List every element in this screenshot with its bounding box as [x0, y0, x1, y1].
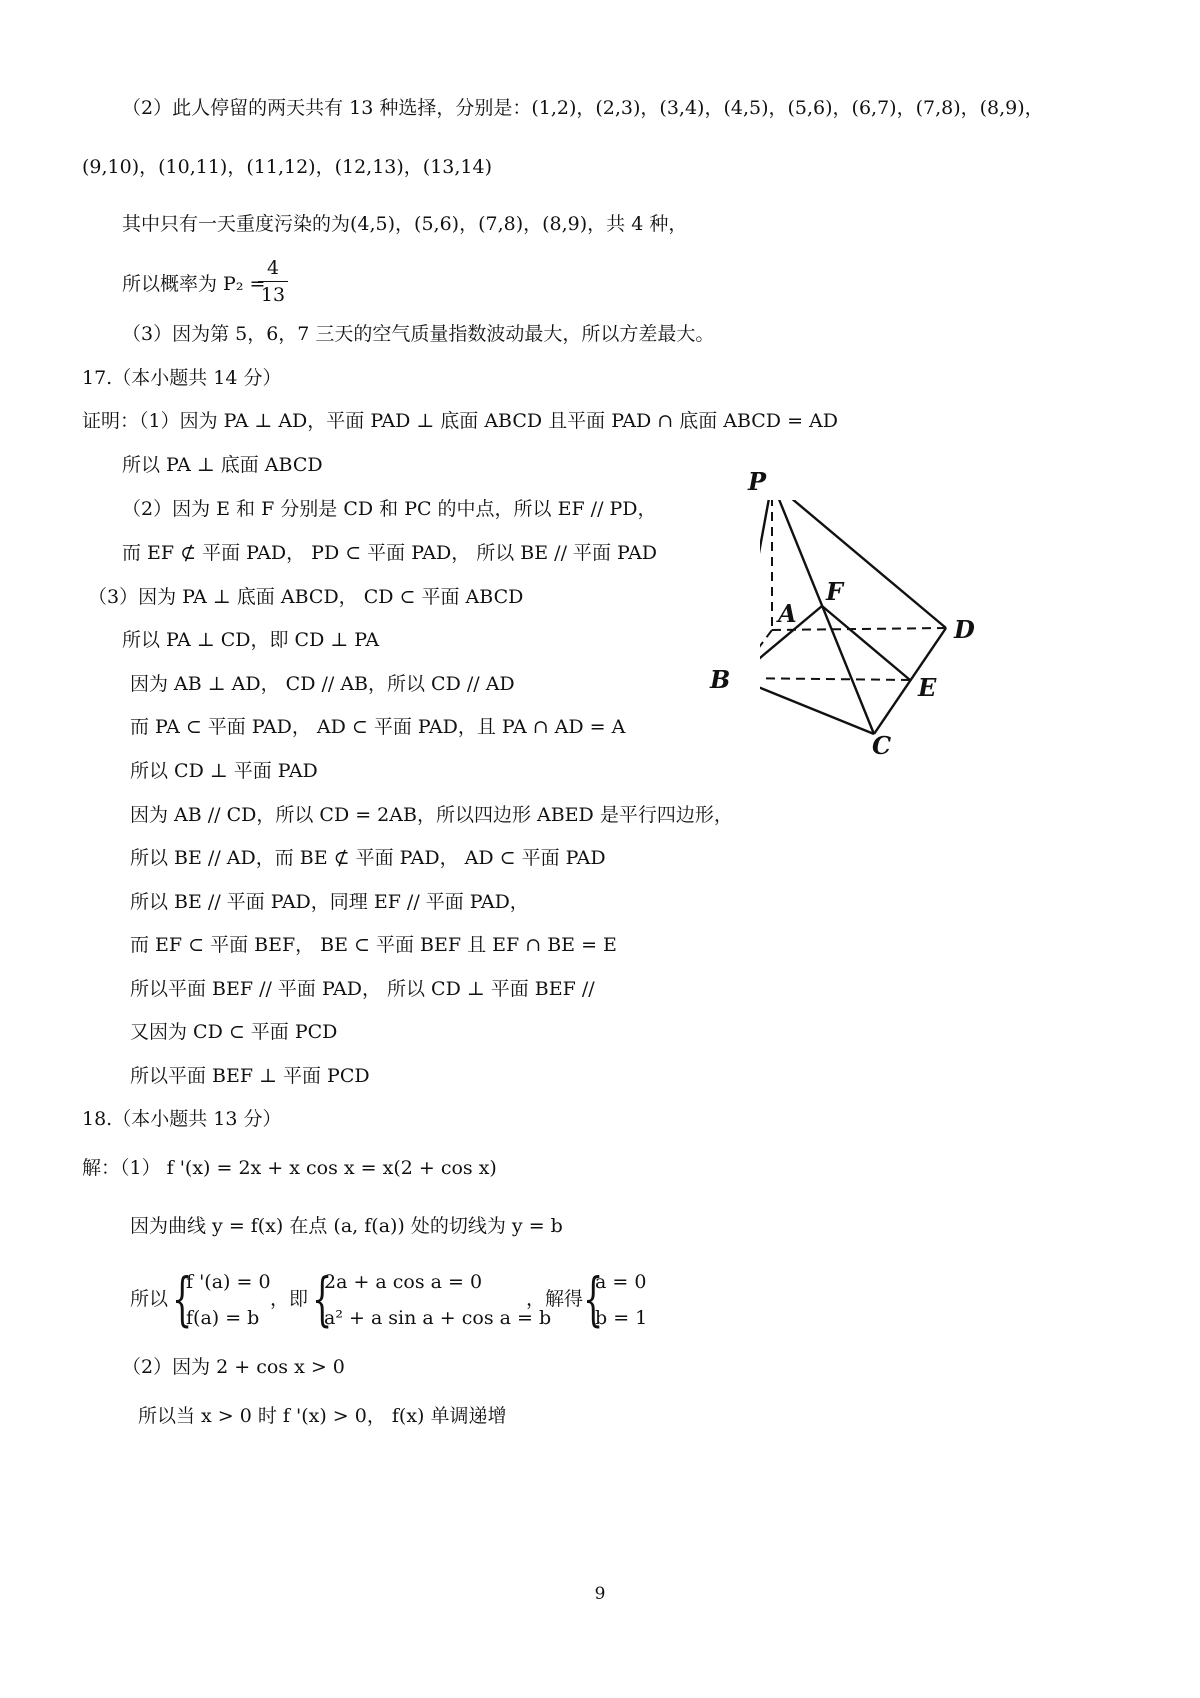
equation-3b: b = 1	[595, 1307, 648, 1329]
text-line-17: 所以 BE // AD，而 BE ⊄ 平面 PAD， AD ⊂ 平面 PAD	[130, 847, 606, 869]
equation-1a: f '(a) = 0	[186, 1271, 271, 1293]
equation-1b: f(a) = b	[186, 1307, 260, 1329]
text-line-8: 所以 PA ⊥ 底面 ABCD	[122, 454, 323, 476]
system-prefix-2: ，即	[270, 1288, 309, 1310]
equation-system-1	[186, 1270, 271, 1330]
fraction-denominator: 13	[260, 284, 286, 306]
text-line-30: 所以当 x > 0 时 f '(x) > 0， f(x) 单调递增	[138, 1405, 507, 1427]
label-B: B	[710, 665, 731, 694]
brace-3: {	[583, 1265, 604, 1333]
label-P: P	[748, 467, 767, 496]
equation-2a: 2a + a cos a = 0	[324, 1271, 483, 1293]
fraction-numerator: 4	[266, 257, 280, 279]
text-line-20: 所以平面 BEF // 平面 PAD， 所以 CD ⊥ 平面 BEF //	[130, 978, 595, 1000]
label-C: C	[872, 731, 892, 760]
text-line-24: 解：（1） f '(x) = 2x + x cos x = x(2 + cos x)	[82, 1157, 497, 1179]
text-line-25: 因为曲线 y = f(x) 在点 (a, f(a)) 处的切线为 y = b	[130, 1215, 563, 1237]
text-line-19: 而 EF ⊂ 平面 BEF， BE ⊂ 平面 BEF 且 EF ∩ BE = E	[130, 934, 617, 956]
problem-17-heading: 17.（本小题共 14 分）	[82, 367, 282, 389]
text-line-18: 所以 BE // 平面 PAD，同理 EF // 平面 PAD，	[130, 891, 529, 913]
text-line-14: 而 PA ⊂ 平面 PAD， AD ⊂ 平面 PAD，且 PA ∩ AD = A	[130, 716, 626, 738]
equation-3a: a = 0	[595, 1271, 647, 1293]
text-line-1: （2）此人停留的两天共有 13 种选择，分别是：(1,2)，(2,3)，(3,4)，(4,5)，(5,6)，(6,7)，(7,8)，(8,9)，	[122, 97, 1044, 119]
text-line-13: 因为 AB ⊥ AD， CD // AB，所以 CD // AD	[130, 673, 515, 695]
system-prefix-3: ，解得	[526, 1288, 584, 1310]
label-A: A	[778, 599, 797, 628]
page-number: 9	[594, 1584, 606, 1604]
text-line-21: 又因为 CD ⊂ 平面 PCD	[130, 1021, 338, 1043]
text-line-9: （2）因为 E 和 F 分别是 CD 和 PC 的中点，所以 EF // PD，	[122, 498, 657, 520]
text-line-10: 而 EF ⊄ 平面 PAD， PD ⊂ 平面 PAD， 所以 BE // 平面 PAD	[122, 542, 658, 564]
problem-18-heading: 18.（本小题共 13 分）	[82, 1108, 282, 1130]
equation-system-3	[595, 1270, 647, 1330]
text-line-7: 证明：（1）因为 PA ⊥ AD，平面 PAD ⊥ 底面 ABCD 且平面 PAD ∩ 底面 ABCD = AD	[82, 410, 838, 432]
text-line-22: 所以平面 BEF ⊥ 平面 PCD	[130, 1065, 370, 1087]
label-F: F	[826, 577, 844, 606]
fraction-bar	[258, 281, 288, 282]
text-line-5: （3）因为第 5，6，7 三天的空气质量指数波动最大，所以方差最大。	[122, 323, 715, 345]
equation-2b: a² + a sin a + cos a = b	[324, 1307, 552, 1329]
probability-fraction	[258, 257, 288, 306]
pyramid-labels	[700, 460, 980, 760]
brace-1: {	[172, 1265, 193, 1333]
label-E: E	[918, 673, 937, 702]
text-line-16: 因为 AB // CD，所以 CD = 2AB，所以四边形 ABED 是平行四边形，	[130, 804, 733, 826]
text-line-4: 所以概率为 P₂ =	[122, 273, 266, 295]
text-line-29: （2）因为 2 + cos x > 0	[122, 1356, 345, 1378]
system-prefix-1: 所以	[130, 1288, 169, 1310]
equation-system-2	[324, 1270, 551, 1330]
text-line-12: 所以 PA ⊥ CD，即 CD ⊥ PA	[122, 629, 380, 651]
text-line-3: 其中只有一天重度污染的为(4,5)，(5,6)，(7,8)，(8,9)，共 4 种，	[122, 213, 688, 235]
brace-2: {	[312, 1265, 333, 1333]
text-line-15: 所以 CD ⊥ 平面 PAD	[130, 760, 318, 782]
text-line-11: （3）因为 PA ⊥ 底面 ABCD， CD ⊂ 平面 ABCD	[88, 586, 524, 608]
label-D: D	[954, 615, 975, 644]
text-line-2: (9,10)，(10,11)，(11,12)，(12,13)，(13,14)	[82, 156, 493, 178]
